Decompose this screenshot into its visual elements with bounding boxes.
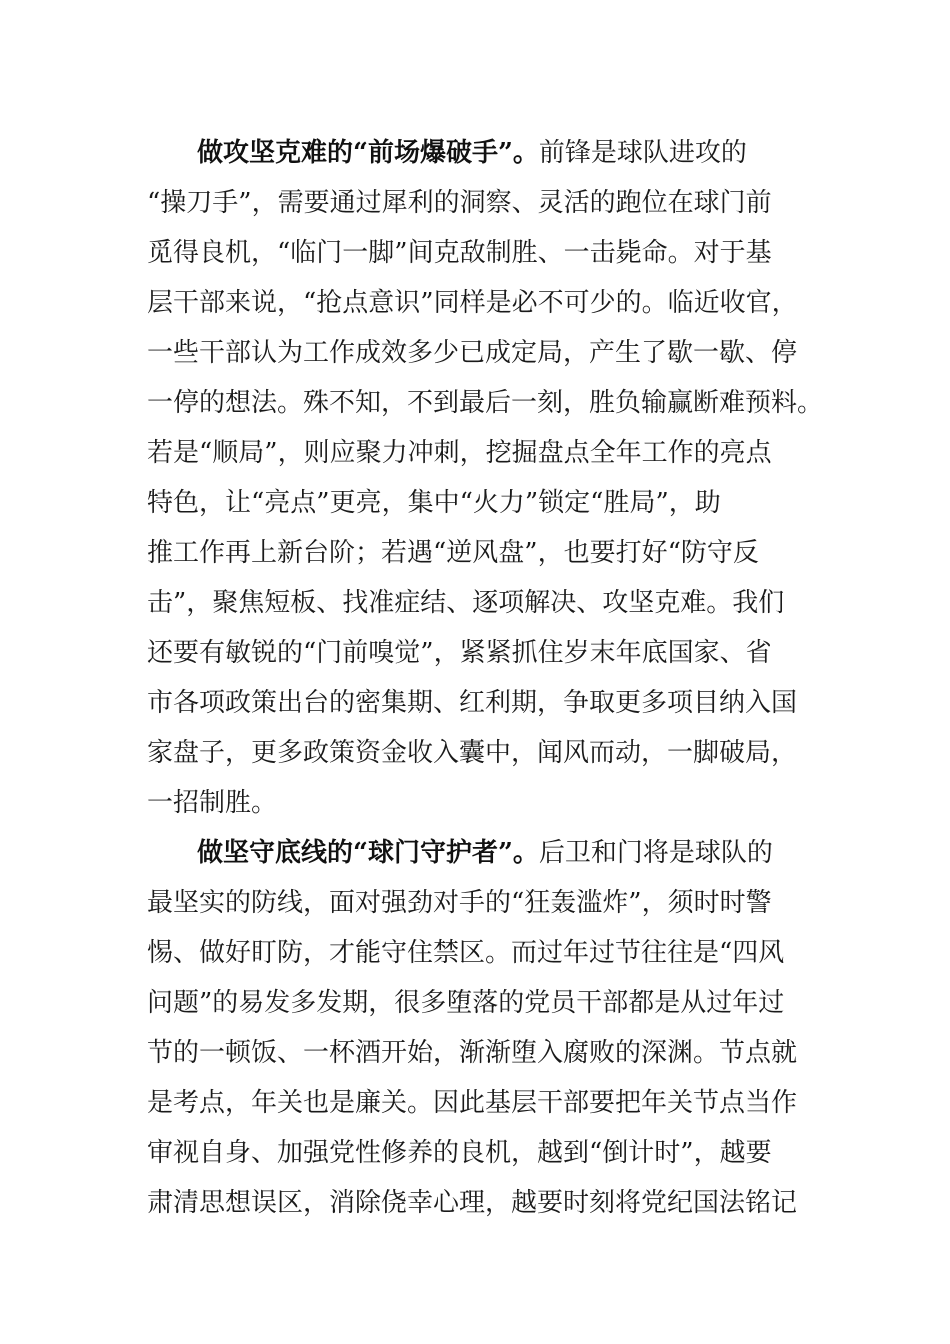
paragraph-2-line-8: 肃清思想误区，消除侥幸心理，越要时刻将党纪国法铭记 — [147, 1188, 798, 1218]
paragraph-2-line-6: 是考点，年关也是廉关。因此基层干部要把年关节点当作 — [147, 1088, 798, 1118]
paragraph-1-line-7: 若是“顺局”，则应聚力冲刺，挖掘盘点全年工作的亮点 — [147, 438, 772, 468]
paragraph-1-line-4: 层干部来说，“抢点意识”同样是必不可少的。临近收官， — [147, 288, 798, 318]
paragraph-2-line-7: 审视自身、加强党性修养的良机，越到“倒计时”，越要 — [147, 1138, 772, 1168]
paragraph-1-line-3: 觅得良机，“临门一脚”间克敌制胜、一击毙命。对于基 — [147, 238, 772, 268]
paragraph-1-line-14: 一招制胜。 — [147, 788, 278, 818]
paragraph-1-line-6: 一停的想法。殊不知，不到最后一刻，胜负输赢断难预料。 — [147, 388, 824, 418]
paragraph-2-line-5: 节的一顿饭、一杯酒开始，渐渐堕入腐败的深渊。节点就 — [147, 1038, 798, 1068]
paragraph-2-line-1-text: 后卫和门将是球队的 — [538, 838, 773, 868]
paragraph-1-line-13: 家盘子，更多政策资金收入囊中，闻风而动，一脚破局， — [147, 738, 798, 768]
paragraph-1-line-8: 特色，让“亮点”更亮，集中“火力”锁定“胜局”，助 — [147, 488, 721, 518]
paragraph-2-line-1 — [197, 836, 773, 870]
paragraph-2-line-2: 最坚实的防线，面对强劲对手的“狂轰滥炸”，须时时警 — [147, 888, 772, 918]
paragraph-1-line-1-text: 前锋是球队进攻的 — [538, 138, 747, 168]
paragraph-1-line-12: 市各项政策出台的密集期、红利期，争取更多项目纳入国 — [147, 688, 798, 718]
paragraph-1-line-5: 一些干部认为工作成效多少已成定局，产生了歇一歇、停 — [147, 338, 798, 368]
paragraph-1-heading: 做攻坚克难的“前场爆破手”。 — [197, 138, 539, 168]
paragraph-1-line-9: 推工作再上新台阶；若遇“逆风盘”，也要打好“防守反 — [147, 538, 759, 568]
paragraph-1-line-10: 击”，聚焦短板、找准症结、逐项解决、攻坚克难。我们 — [147, 588, 785, 618]
paragraph-2-heading: 做坚守底线的“球门守护者”。 — [197, 838, 539, 868]
paragraph-1-line-1 — [197, 136, 747, 170]
paragraph-2-line-3: 惕、做好盯防，才能守住禁区。而过年过节往往是“四风 — [147, 938, 785, 968]
paragraph-1-line-11: 还要有敏锐的“门前嗅觉”，紧紧抓住岁末年底国家、省 — [147, 638, 772, 668]
paragraph-1-line-2: “操刀手”，需要通过犀利的洞察、灵活的跑位在球门前 — [147, 188, 772, 218]
paragraph-2-line-4: 问题”的易发多发期，很多堕落的党员干部都是从过年过 — [147, 988, 785, 1018]
